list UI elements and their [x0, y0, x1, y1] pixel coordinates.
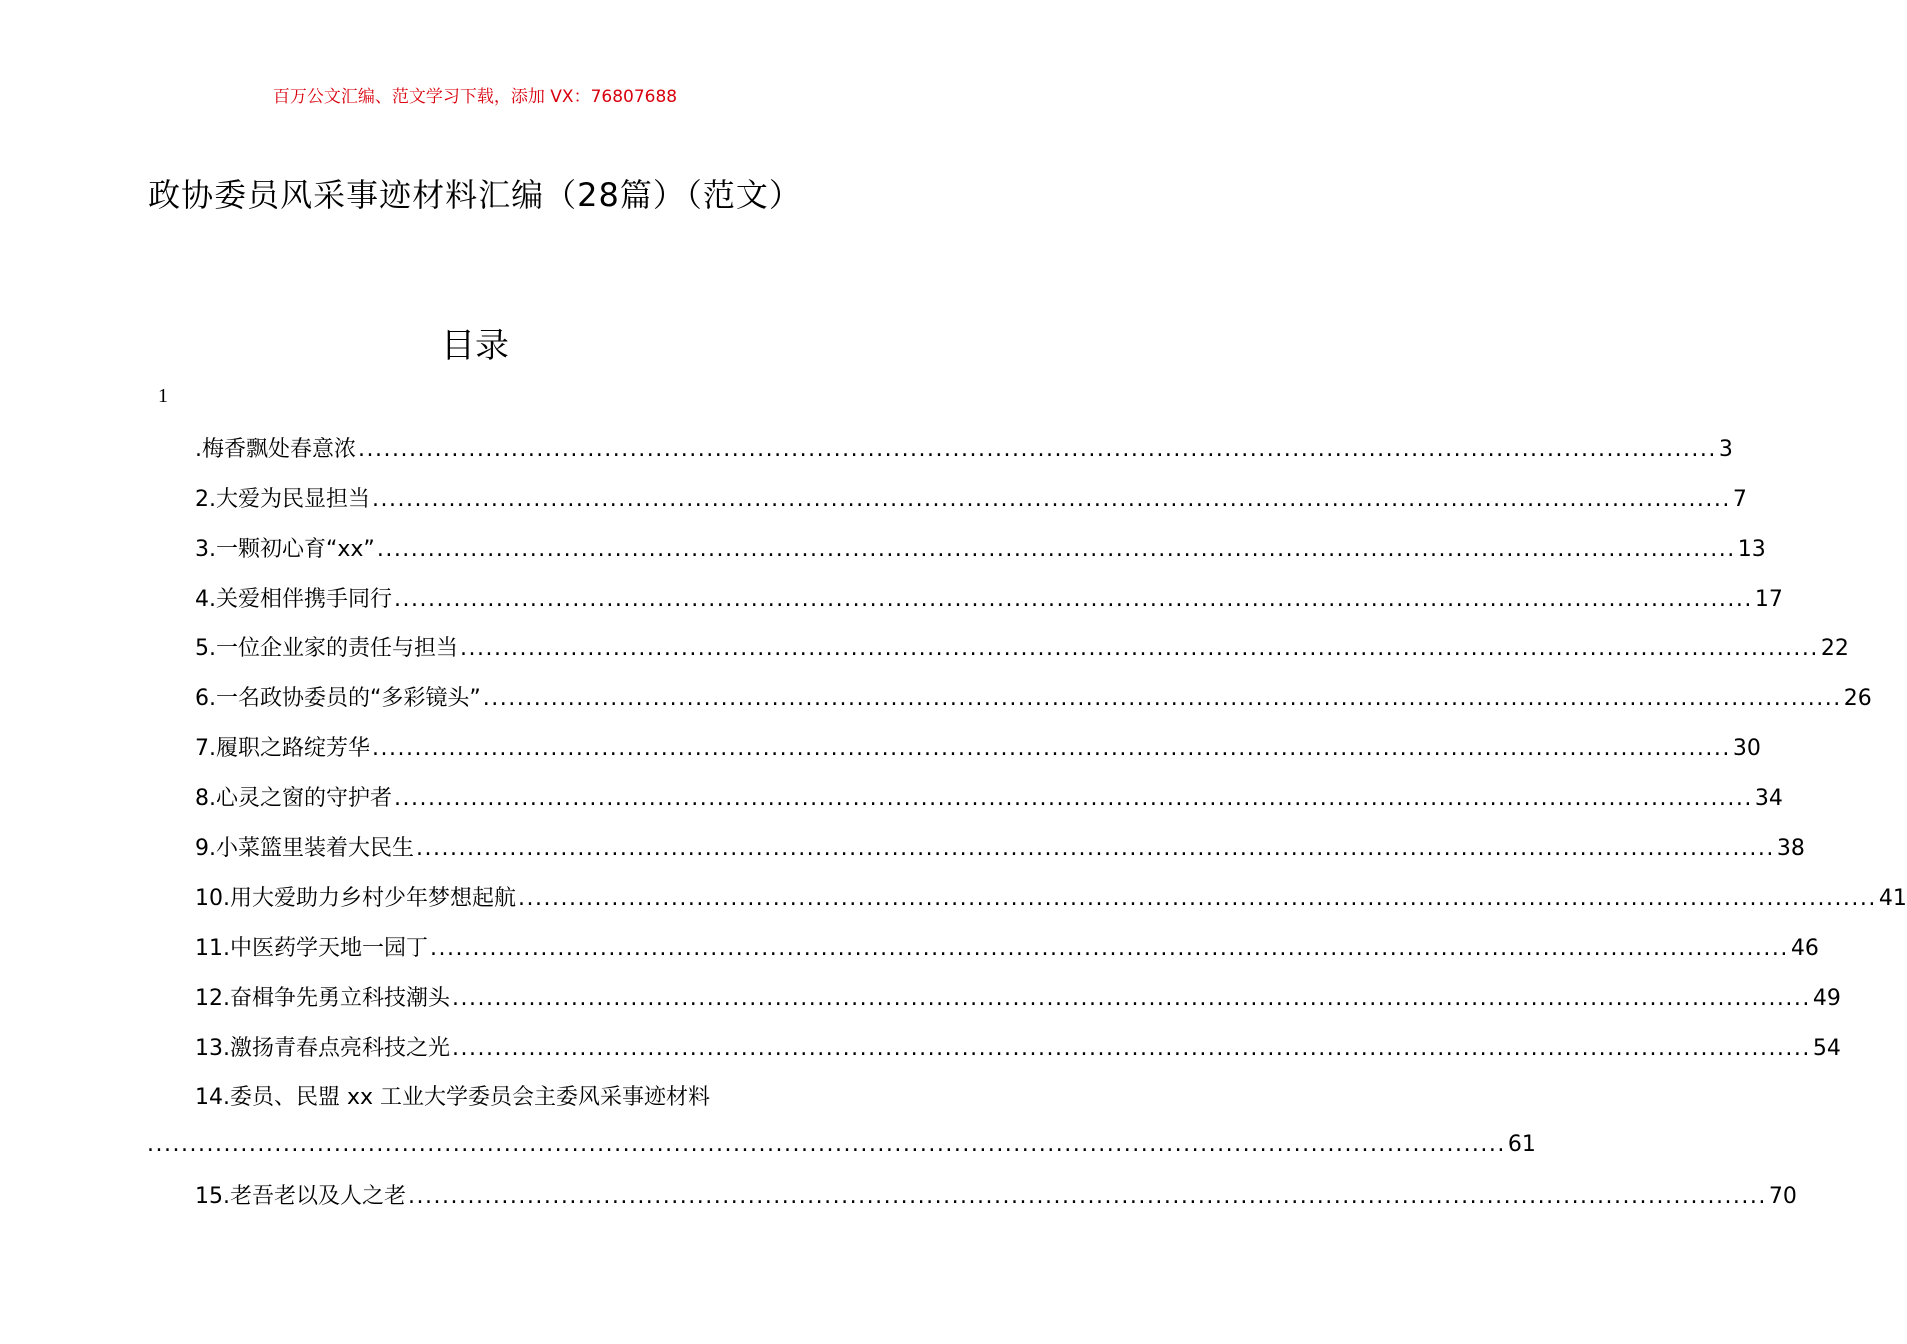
toc-entry[interactable] [195, 971, 1841, 1021]
toc-entry-page: 22 [1820, 636, 1849, 662]
toc-leader-dots: ................................................................................................................................................................ [372, 736, 1731, 762]
download-banner: 百万公文汇编、范文学习下载，添加 VX：76807688 [272, 87, 678, 107]
toc-entry-page: 3 [1718, 436, 1733, 462]
table-of-contents [147, 422, 1907, 1219]
toc-entry-page: 70 [1768, 1184, 1797, 1210]
toc-leader-dots: ................................................................................................................................................................ [482, 686, 1842, 712]
toc-leader-dots: ................................................................................................................................................................ [358, 436, 1717, 462]
toc-entry-title: 5.一位企业家的责任与担当 [195, 636, 458, 662]
toc-entry-continuation[interactable] [145, 1120, 1536, 1167]
toc-heading: 目录 [441, 326, 509, 366]
toc-entry[interactable] [195, 921, 1819, 971]
toc-entry[interactable] [195, 422, 1733, 472]
toc-entry[interactable] [195, 721, 1761, 771]
toc-entry-page: 38 [1776, 836, 1805, 862]
toc-entry[interactable] [195, 622, 1849, 672]
toc-entry-title: 3.一颗初心育“xx” [195, 536, 375, 562]
toc-entry-page: 34 [1754, 786, 1783, 812]
toc-entry[interactable] [195, 821, 1805, 871]
toc-entry-page: 61 [1507, 1132, 1536, 1158]
toc-entry-title: 13.激扬青春点亮科技之光 [195, 1035, 450, 1061]
toc-leader-dots: ................................................................................................................................................................ [452, 1035, 1811, 1061]
toc-entry[interactable] [195, 871, 1907, 921]
toc-entry-title: 11.中医药学天地一园丁 [195, 935, 428, 961]
toc-entry[interactable] [195, 572, 1783, 622]
toc-entry-page: 30 [1732, 736, 1761, 762]
toc-leader-dots: ................................................................................................................................................................ [430, 935, 1789, 961]
toc-entry[interactable] [195, 1167, 1797, 1219]
toc-entry-page: 7 [1732, 486, 1747, 512]
toc-leader-dots: ................................................................................................................................................................ [408, 1184, 1767, 1210]
toc-leader-dots: ................................................................................................................................................................ [416, 836, 1775, 862]
toc-entry-title: 2.大爱为民显担当 [195, 486, 370, 512]
toc-entry-page: 41 [1878, 885, 1907, 911]
toc-entry-page: 46 [1790, 935, 1819, 961]
toc-entry-title: 7.履职之路绽芳华 [195, 736, 370, 762]
toc-leader-dots: ................................................................................................................................................................ [372, 486, 1731, 512]
toc-leader-dots: ................................................................................................................................................................ [376, 536, 1736, 562]
toc-entry-page: 13 [1737, 536, 1766, 562]
toc-entry-title: 4.关爱相伴携手同行 [195, 586, 392, 612]
toc-entry-page: 54 [1812, 1035, 1841, 1061]
toc-entry-title: .梅香飘处春意浓 [195, 436, 356, 462]
toc-entry-title: 10.用大爱助力乡村少年梦想起航 [195, 885, 516, 911]
section-number: 1 [158, 385, 168, 407]
toc-entry-title: 9.小菜篮里装着大民生 [195, 836, 414, 862]
toc-entry[interactable] [195, 472, 1747, 522]
toc-entry[interactable] [195, 771, 1783, 821]
toc-entry[interactable] [195, 522, 1766, 572]
toc-entry-page: 17 [1754, 586, 1783, 612]
toc-leader-dots: ................................................................................................................................................................ [452, 985, 1811, 1011]
toc-leader-dots: ................................................................................................................................................................ [147, 1132, 1506, 1158]
toc-leader-dots: ................................................................................................................................................................ [394, 786, 1753, 812]
toc-entry-title: 15.老吾老以及人之老 [195, 1184, 406, 1210]
toc-entry-title: 8.心灵之窗的守护者 [195, 786, 392, 812]
toc-entry-page: 26 [1843, 686, 1872, 712]
toc-leader-dots: ................................................................................................................................................................ [518, 885, 1877, 911]
toc-entry-title: 14.委员、民盟 xx 工业大学委员会主委风采事迹材料 [195, 1085, 711, 1111]
toc-entry-title: 12.奋楫争先勇立科技潮头 [195, 985, 450, 1011]
toc-leader-dots: ................................................................................................................................................................ [394, 586, 1753, 612]
document-title: 政协委员风采事迹材料汇编（28篇）（范文） [148, 176, 802, 214]
toc-entry[interactable] [195, 1021, 1841, 1071]
toc-entry-page: 49 [1812, 985, 1841, 1011]
toc-entry[interactable] [195, 671, 1872, 721]
toc-entry[interactable] [195, 1071, 805, 1121]
toc-entry-title: 6.一名政协委员的“多彩镜头” [195, 686, 481, 712]
toc-leader-dots: ................................................................................................................................................................ [460, 636, 1819, 662]
